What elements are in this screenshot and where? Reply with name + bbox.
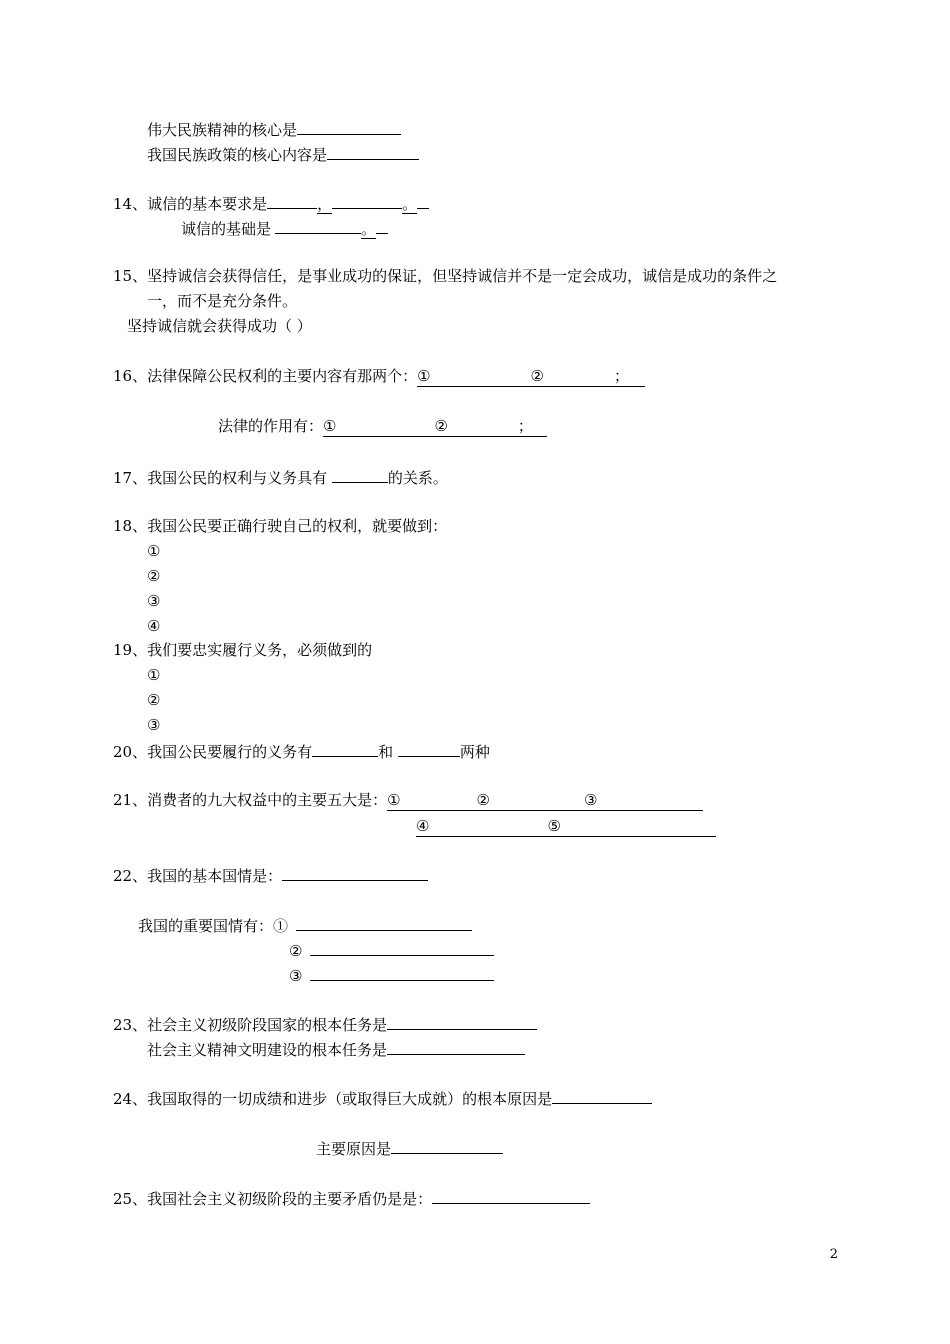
question-24: 24、我国取得的一切成绩和进步（或取得巨大成就）的根本原因是 (113, 1087, 652, 1109)
answer-blank[interactable] (332, 192, 402, 209)
answer-blank[interactable] (391, 1137, 503, 1154)
answer-blank[interactable] (552, 1087, 652, 1104)
question-14: 14、诚信的基本要求是 ， 。 (113, 192, 429, 214)
item-marker: ④ (147, 617, 161, 635)
answer-blank[interactable] (327, 143, 419, 160)
question-16: 16、法律保障公民权利的主要内容有那两个：① ② ； (113, 366, 645, 387)
question-17: 17、我国公民的权利与义务具有 的关系。 (113, 466, 448, 488)
question-15: 15、坚持诚信会获得信任，是事业成功的保证，但坚持诚信并不是一定会成功，诚信是成功的条件之 (113, 267, 778, 285)
item-marker: ② (147, 567, 161, 585)
answer-blank[interactable] (297, 118, 401, 135)
question-25: 25、我国社会主义初级阶段的主要矛盾仍是是： (113, 1187, 590, 1209)
answer-blank[interactable] (282, 864, 428, 881)
question-16b: 法律的作用有：① ② ； (218, 416, 547, 437)
item-marker: ③ (147, 592, 161, 610)
answer-blank[interactable] (296, 914, 472, 931)
question-18: 18、我国公民要正确行驶自己的权利，就要做到： (113, 517, 448, 535)
question-22b: 我国的重要国情有：① (138, 914, 472, 936)
line-spirit-core: 伟大民族精神的核心是 (147, 118, 401, 140)
question-19: 19、我们要忠实履行义务，必须做到的 (113, 641, 373, 659)
page-number: 2 (829, 1247, 838, 1262)
question-22: 22、我国的基本国情是： (113, 864, 428, 886)
item-marker: ② (147, 691, 161, 709)
answer-blank[interactable] (432, 1187, 590, 1204)
answer-blank[interactable]: ④ ⑤ (416, 816, 716, 837)
answer-blank[interactable] (417, 192, 429, 209)
question-23b: 社会主义精神文明建设的根本任务是 (147, 1038, 525, 1060)
question-22b-item: ③ (289, 964, 494, 986)
question-20: 20、我国公民要履行的义务有 和 两种 (113, 740, 490, 762)
question-21: 21、消费者的九大权益中的主要五大是：① ② ③ (113, 790, 703, 811)
item-marker: ① (147, 666, 161, 684)
item-marker: ① (147, 542, 161, 560)
question-24b: 主要原因是 (316, 1137, 503, 1159)
question-14b: 诚信的基础是 。 (181, 217, 388, 239)
item-marker: ③ (147, 716, 161, 734)
answer-blank[interactable] (275, 217, 361, 234)
answer-blank[interactable] (387, 1013, 537, 1030)
answer-blank[interactable]: ① ② ； (323, 416, 547, 437)
answer-blank[interactable] (267, 192, 317, 209)
question-22b-item: ② (289, 939, 494, 961)
answer-blank[interactable]: ① ② ③ (387, 790, 703, 811)
answer-blank[interactable] (312, 740, 378, 757)
answer-blank[interactable] (310, 939, 494, 956)
question-15-cont: 一，而不是充分条件。 (147, 292, 298, 310)
answer-blank[interactable] (310, 964, 494, 981)
question-15-judge: 坚持诚信就会获得成功（ ） (127, 317, 312, 335)
answer-blank[interactable] (332, 466, 388, 483)
line-ethnic-policy: 我国民族政策的核心内容是 (147, 143, 419, 165)
answer-blank[interactable] (398, 740, 460, 757)
answer-blank[interactable] (387, 1038, 525, 1055)
question-21-cont (416, 816, 716, 837)
question-23: 23、社会主义初级阶段国家的根本任务是 (113, 1013, 537, 1035)
answer-blank[interactable] (376, 217, 388, 234)
answer-blank[interactable]: ① ② ； (417, 366, 645, 387)
